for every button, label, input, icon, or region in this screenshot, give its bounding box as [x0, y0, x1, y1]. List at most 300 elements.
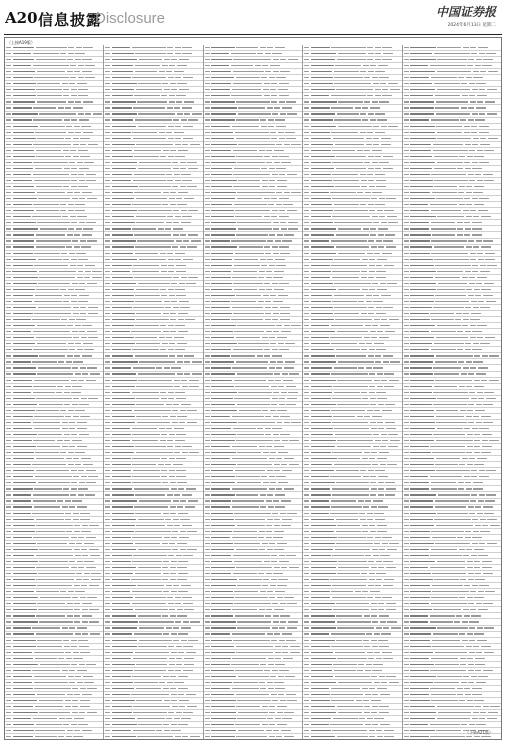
table-cell [371, 609, 377, 610]
table-column [403, 45, 501, 739]
table-cell [88, 144, 98, 145]
table-cell [371, 246, 377, 247]
table-cell [457, 349, 463, 350]
table-cell [67, 603, 73, 604]
table-cell [337, 573, 360, 574]
table-cell [273, 621, 279, 622]
table-cell [279, 216, 289, 217]
table-cell [211, 640, 231, 641]
table-cell [474, 700, 484, 701]
table-cell [277, 712, 283, 713]
table-cell [374, 410, 380, 411]
table-cell [84, 682, 94, 683]
table-cell [364, 712, 370, 713]
table-cell [469, 95, 475, 96]
table-cell [283, 380, 293, 381]
table-cell [112, 101, 136, 102]
table-cell [311, 107, 330, 108]
table-cell [359, 343, 365, 344]
table-cell [284, 422, 290, 423]
table-cell [487, 543, 497, 544]
table-cell [304, 470, 309, 471]
table-cell [6, 289, 11, 290]
table-cell [231, 355, 255, 356]
table-cell [205, 652, 210, 653]
table-cell [32, 216, 61, 217]
table-cell [477, 180, 483, 181]
table-cell [273, 331, 279, 332]
table-cell [13, 325, 36, 326]
table-row [303, 734, 401, 739]
table-cell [404, 113, 409, 114]
table-cell [237, 627, 270, 628]
table-cell [211, 591, 232, 592]
table-cell [404, 694, 409, 695]
table-cell [304, 609, 309, 610]
table-cell [279, 627, 285, 628]
table-cell [66, 531, 72, 532]
table-cell [404, 343, 409, 344]
table-cell [380, 83, 386, 84]
table-cell [72, 240, 78, 241]
table-cell [132, 77, 166, 78]
table-cell [32, 319, 60, 320]
table-cell [57, 440, 63, 441]
table-cell [311, 404, 336, 405]
table-cell [65, 500, 71, 501]
table-cell [167, 525, 173, 526]
table-cell [238, 730, 265, 731]
table-cell [266, 289, 272, 290]
table-cell [270, 585, 276, 586]
table-cell [275, 646, 281, 647]
table-cell [13, 228, 39, 229]
table-cell [205, 307, 210, 308]
table-cell [464, 234, 470, 235]
table-cell [410, 464, 434, 465]
table-cell [6, 537, 11, 538]
table-cell [404, 434, 409, 435]
table-cell [389, 682, 399, 683]
table-cell [404, 482, 409, 483]
table-cell [112, 204, 131, 205]
table-cell [170, 331, 176, 332]
table-cell [84, 162, 94, 163]
table-cell [13, 519, 35, 520]
table-cell [466, 452, 472, 453]
table-cell [476, 422, 482, 423]
table-cell [205, 246, 210, 247]
table-cell [410, 204, 428, 205]
table-cell [404, 609, 409, 610]
table-cell [205, 289, 210, 290]
table-cell [279, 349, 289, 350]
table-cell [63, 95, 69, 96]
table-cell [183, 712, 193, 713]
table-cell [286, 101, 296, 102]
table-cell [175, 446, 181, 447]
table-cell [379, 162, 389, 163]
table-cell [473, 138, 479, 139]
table-cell [211, 458, 230, 459]
table-cell [273, 301, 283, 302]
table-cell [75, 633, 81, 634]
table-cell [468, 422, 474, 423]
table-cell [105, 537, 110, 538]
table-cell [270, 676, 276, 677]
table-cell [282, 519, 292, 520]
table-cell [6, 555, 11, 556]
table-cell [311, 386, 332, 387]
table-cell [477, 150, 483, 151]
table-cell [304, 325, 309, 326]
table-cell [337, 736, 368, 737]
table-cell [171, 561, 177, 562]
table-cell [112, 289, 134, 290]
table-cell [332, 174, 358, 175]
table-cell [436, 198, 463, 199]
table-cell [282, 652, 288, 653]
table-cell [372, 694, 378, 695]
table-cell [472, 89, 478, 90]
table-cell [71, 664, 77, 665]
table-cell [311, 736, 336, 737]
table-cell [284, 192, 290, 193]
table-cell [437, 561, 466, 562]
table-cell [311, 162, 331, 163]
table-cell [76, 543, 82, 544]
table-cell [265, 313, 271, 314]
table-cell [273, 730, 279, 731]
table-cell [311, 89, 335, 90]
table-cell [336, 349, 360, 350]
table-cell [82, 555, 88, 556]
table-cell [81, 585, 87, 586]
table-cell [6, 355, 11, 356]
table-cell [236, 494, 258, 495]
table-cell [231, 95, 262, 96]
table-cell [205, 355, 210, 356]
table-cell [287, 513, 297, 514]
table-cell [92, 277, 102, 278]
table-cell [211, 652, 234, 653]
table-cell [205, 633, 210, 634]
table-cell [410, 519, 432, 520]
table-cell [166, 718, 172, 719]
table-cell [175, 392, 185, 393]
table-cell [81, 458, 91, 459]
table-cell [13, 168, 34, 169]
table-cell [166, 222, 172, 223]
table-cell [471, 476, 477, 477]
table-cell [404, 452, 409, 453]
table-cell [38, 198, 70, 199]
table-cell [105, 434, 110, 435]
table-cell [13, 549, 38, 550]
table-cell [369, 525, 375, 526]
table-cell [105, 228, 110, 229]
table-cell [132, 561, 161, 562]
table-cell [381, 126, 387, 127]
table-cell [135, 531, 171, 532]
table-cell [169, 95, 175, 96]
table-cell [338, 253, 366, 254]
table-cell [271, 386, 277, 387]
table-cell [287, 398, 297, 399]
table-cell [112, 156, 133, 157]
table-cell [133, 470, 160, 471]
table-cell [390, 440, 400, 441]
table-cell [166, 404, 172, 405]
table-cell [470, 337, 476, 338]
table-cell [304, 53, 309, 54]
table-cell [472, 271, 478, 272]
table-cell [35, 730, 65, 731]
table-cell [211, 500, 231, 501]
table-cell [6, 234, 11, 235]
table-cell [62, 506, 68, 507]
table-cell [112, 434, 131, 435]
table-cell [112, 71, 133, 72]
table-cell [362, 119, 368, 120]
table-cell [33, 386, 56, 387]
table-cell [163, 513, 169, 514]
table-cell [68, 410, 74, 411]
table-cell [476, 404, 482, 405]
table-cell [79, 119, 89, 120]
table-cell [433, 404, 467, 405]
table-cell [274, 464, 280, 465]
table-cell [362, 591, 368, 592]
table-cell [471, 676, 477, 677]
table-cell [159, 682, 165, 683]
table-cell [410, 240, 430, 241]
table-cell [466, 204, 472, 205]
table-cell [6, 186, 11, 187]
table-cell [465, 271, 471, 272]
table-cell [483, 174, 493, 175]
table-cell [163, 676, 169, 677]
table-cell [285, 132, 295, 133]
table-cell [279, 246, 289, 247]
table-cell [410, 452, 431, 453]
table-cell [373, 434, 379, 435]
table-cell [404, 101, 409, 102]
table-cell [184, 664, 194, 665]
table-cell [134, 670, 166, 671]
table-cell [304, 652, 309, 653]
table-cell [311, 670, 332, 671]
table-cell [269, 168, 275, 169]
table-cell [171, 700, 177, 701]
table-cell [105, 343, 110, 344]
table-cell [211, 150, 231, 151]
table-cell [136, 222, 164, 223]
table-cell [311, 180, 332, 181]
table-cell [384, 265, 394, 266]
table-cell [358, 500, 364, 501]
table-cell [476, 240, 482, 241]
table-cell [382, 95, 392, 96]
table-cell [72, 700, 78, 701]
table-cell [264, 95, 270, 96]
table-cell [13, 664, 39, 665]
table-cell [437, 627, 467, 628]
table-cell [174, 428, 184, 429]
table-cell [135, 71, 158, 72]
table-cell [205, 380, 210, 381]
table-cell [211, 89, 230, 90]
table-cell [105, 119, 110, 120]
table-cell [69, 253, 75, 254]
table-cell [457, 694, 463, 695]
table-cell [304, 367, 309, 368]
table-cell [404, 543, 409, 544]
table-cell [466, 192, 472, 193]
table-cell [378, 246, 384, 247]
table-cell [211, 144, 237, 145]
table-cell [370, 476, 376, 477]
table-cell [435, 95, 461, 96]
table-cell [67, 694, 73, 695]
table-cell [304, 404, 309, 405]
table-cell [39, 700, 64, 701]
table-cell [211, 216, 234, 217]
table-cell [13, 337, 35, 338]
table-cell [404, 446, 409, 447]
table-cell [205, 682, 210, 683]
table-cell [304, 410, 309, 411]
table-cell [168, 126, 174, 127]
table-cell [273, 537, 283, 538]
table-cell [358, 367, 364, 368]
table-cell [258, 537, 264, 538]
table-cell [6, 688, 11, 689]
table-cell [260, 688, 266, 689]
table-cell [237, 452, 261, 453]
table-cell [6, 253, 11, 254]
table-cell [161, 434, 167, 435]
table-cell [169, 295, 175, 296]
table-cell [34, 682, 68, 683]
table-cell [370, 228, 376, 229]
table-cell [311, 277, 331, 278]
table-cell [257, 355, 263, 356]
table-cell [35, 658, 57, 659]
table-cell [370, 331, 376, 332]
table-cell [105, 313, 110, 314]
table-cell [105, 132, 110, 133]
table-cell [431, 694, 456, 695]
table-cell [404, 71, 409, 72]
table-cell [336, 246, 370, 247]
table-cell [6, 361, 11, 362]
table-cell [6, 265, 11, 266]
table-cell [74, 192, 80, 193]
table-cell [162, 579, 168, 580]
table-cell [337, 59, 366, 60]
table-cell [311, 700, 330, 701]
table-cell [112, 228, 131, 229]
table-cell [166, 71, 172, 72]
table-cell [205, 126, 210, 127]
table-cell [304, 162, 309, 163]
table-cell [464, 198, 470, 199]
table-cell [236, 736, 267, 737]
table-cell [258, 573, 264, 574]
table-cell [410, 494, 436, 495]
table-cell [105, 494, 110, 495]
table-cell [170, 573, 176, 574]
table-cell [464, 615, 470, 616]
table-cell [6, 349, 11, 350]
table-cell [378, 65, 388, 66]
table-cell [384, 730, 394, 731]
table-cell [211, 265, 232, 266]
table-cell [474, 452, 480, 453]
table-cell [304, 561, 309, 562]
table-cell [232, 506, 259, 507]
table-cell [182, 494, 192, 495]
table-cell [479, 476, 489, 477]
table-cell [304, 555, 309, 556]
table-cell [138, 210, 172, 211]
table-cell [13, 434, 37, 435]
table-cell [177, 506, 183, 507]
table-cell [167, 446, 173, 447]
table-cell [373, 126, 379, 127]
table-cell [283, 204, 293, 205]
table-cell [211, 107, 237, 108]
table-cell [183, 138, 193, 139]
table-cell [78, 470, 84, 471]
table-cell [287, 174, 297, 175]
table-cell [105, 682, 110, 683]
table-cell [205, 724, 210, 725]
table-cell [391, 627, 401, 628]
table-cell [462, 621, 468, 622]
table-cell [410, 180, 433, 181]
table-cell [468, 664, 474, 665]
table-cell [368, 53, 374, 54]
table-cell [211, 573, 231, 574]
table-cell [431, 658, 459, 659]
table-cell [275, 259, 285, 260]
table-cell [330, 476, 361, 477]
table-cell [57, 500, 63, 501]
table-cell [58, 107, 64, 108]
table-cell [205, 694, 210, 695]
table-cell [276, 144, 282, 145]
table-cell [311, 361, 337, 362]
table-cell [404, 525, 409, 526]
table-cell [184, 658, 194, 659]
table-cell [179, 59, 189, 60]
table-cell [211, 428, 231, 429]
table-cell [410, 506, 433, 507]
table-cell [138, 519, 164, 520]
table-cell [381, 222, 387, 223]
table-cell [78, 95, 88, 96]
table-cell [372, 77, 378, 78]
table-cell [112, 319, 135, 320]
table-cell [364, 101, 370, 102]
table-cell [469, 652, 475, 653]
table-cell [36, 89, 62, 90]
table-cell [436, 337, 469, 338]
table-cell [270, 452, 276, 453]
table-cell [69, 446, 75, 447]
